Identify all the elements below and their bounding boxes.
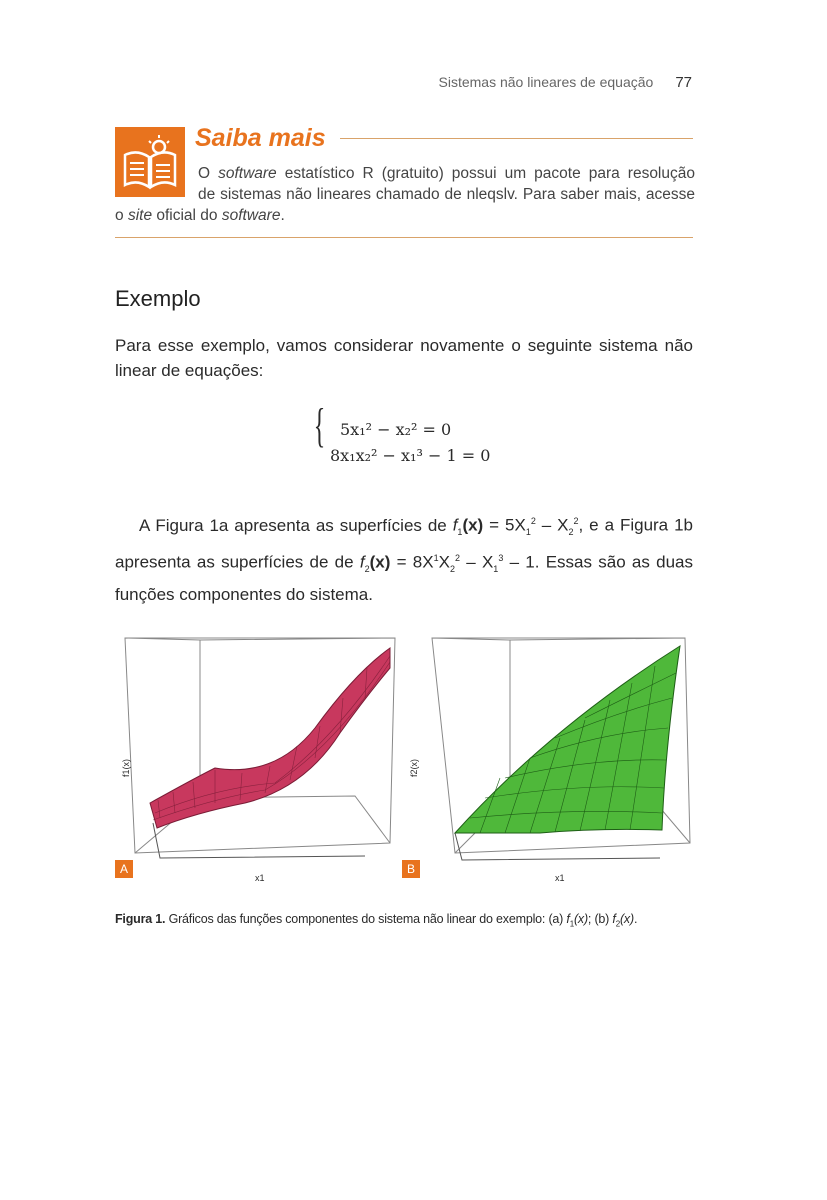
text: f xyxy=(566,912,570,926)
text: 2 xyxy=(449,564,455,575)
text: , e a Figura 1b apresenta as superfícies de de xyxy=(115,515,693,572)
equation-system xyxy=(313,399,491,469)
text: 1 xyxy=(569,919,574,929)
text: (x) xyxy=(619,912,634,926)
text: 2 xyxy=(364,564,370,575)
text: software xyxy=(221,207,281,224)
caption-label: Figura 1. xyxy=(115,912,166,926)
text: oficial do xyxy=(152,207,222,224)
divider xyxy=(115,237,693,238)
text: estatístico R (gratuito) possui um pacote para resolução xyxy=(276,165,695,182)
text: . xyxy=(633,912,638,926)
text: 2 xyxy=(530,516,536,526)
page-number: 77 xyxy=(675,74,692,91)
figure-panel-b xyxy=(400,628,695,893)
text: 2 xyxy=(615,919,620,929)
text: 2 xyxy=(454,553,460,564)
text: 2 xyxy=(568,527,574,538)
text: f xyxy=(359,552,365,572)
text: – X xyxy=(535,515,569,535)
divider xyxy=(340,138,693,139)
text: software xyxy=(218,165,277,182)
z-axis-label: f1(x) xyxy=(121,759,131,777)
text: – 1. Essas são as duas funções componentes do sistema. xyxy=(115,552,693,605)
x-axis-label: x1 xyxy=(255,873,265,883)
text: Gráficos das funções componentes do sistema não linear do exemplo: (a) xyxy=(165,912,567,926)
text: 1 xyxy=(433,553,439,564)
text: O xyxy=(198,165,219,182)
text: f xyxy=(612,912,616,926)
running-header xyxy=(439,74,693,91)
text: = 5X xyxy=(483,515,526,535)
figure-panel-a xyxy=(115,628,400,893)
section-heading: Exemplo xyxy=(115,286,201,311)
panel-tag: A xyxy=(115,860,133,878)
intro-paragraph: Para esse exemplo, vamos considerar novamente o seguinte sistema não linear de equações: xyxy=(115,336,693,380)
z-axis-label: f2(x) xyxy=(409,759,419,777)
text: 2 xyxy=(573,516,579,526)
text: de sistemas não lineares chamado de nleqslv. Para saber mais, acesse xyxy=(198,186,695,203)
x-axis-label: x1 xyxy=(555,873,565,883)
panel-tag: B xyxy=(402,860,420,878)
text: 3 xyxy=(498,553,504,564)
text: (x) xyxy=(573,912,588,926)
text: o xyxy=(115,207,128,224)
text: – X xyxy=(460,552,494,572)
text: f xyxy=(452,515,458,535)
figure-caption xyxy=(115,912,637,929)
text: X xyxy=(438,552,450,572)
equation-1: 5x₁² − x₂² = 0 xyxy=(340,420,452,439)
text: site xyxy=(127,207,153,224)
body-paragraph xyxy=(115,508,693,608)
saiba-mais-title: Saiba mais xyxy=(195,124,326,152)
saiba-mais-text xyxy=(115,163,695,226)
text: = 8X xyxy=(390,552,434,572)
equation-2: 8x₁x₂² − x₁³ − 1 = 0 xyxy=(330,446,491,465)
text: 1 xyxy=(457,527,463,538)
text: 1 xyxy=(525,527,531,538)
running-title: Sistemas não lineares de equação xyxy=(438,74,654,90)
text: A Figura 1a apresenta as superfícies de xyxy=(139,515,453,535)
brace: { xyxy=(313,399,326,452)
text: . xyxy=(280,207,285,224)
text: (x) xyxy=(462,515,484,535)
text: 1 xyxy=(493,564,499,575)
text: ; (b) xyxy=(587,912,613,926)
text: (x) xyxy=(369,552,391,572)
